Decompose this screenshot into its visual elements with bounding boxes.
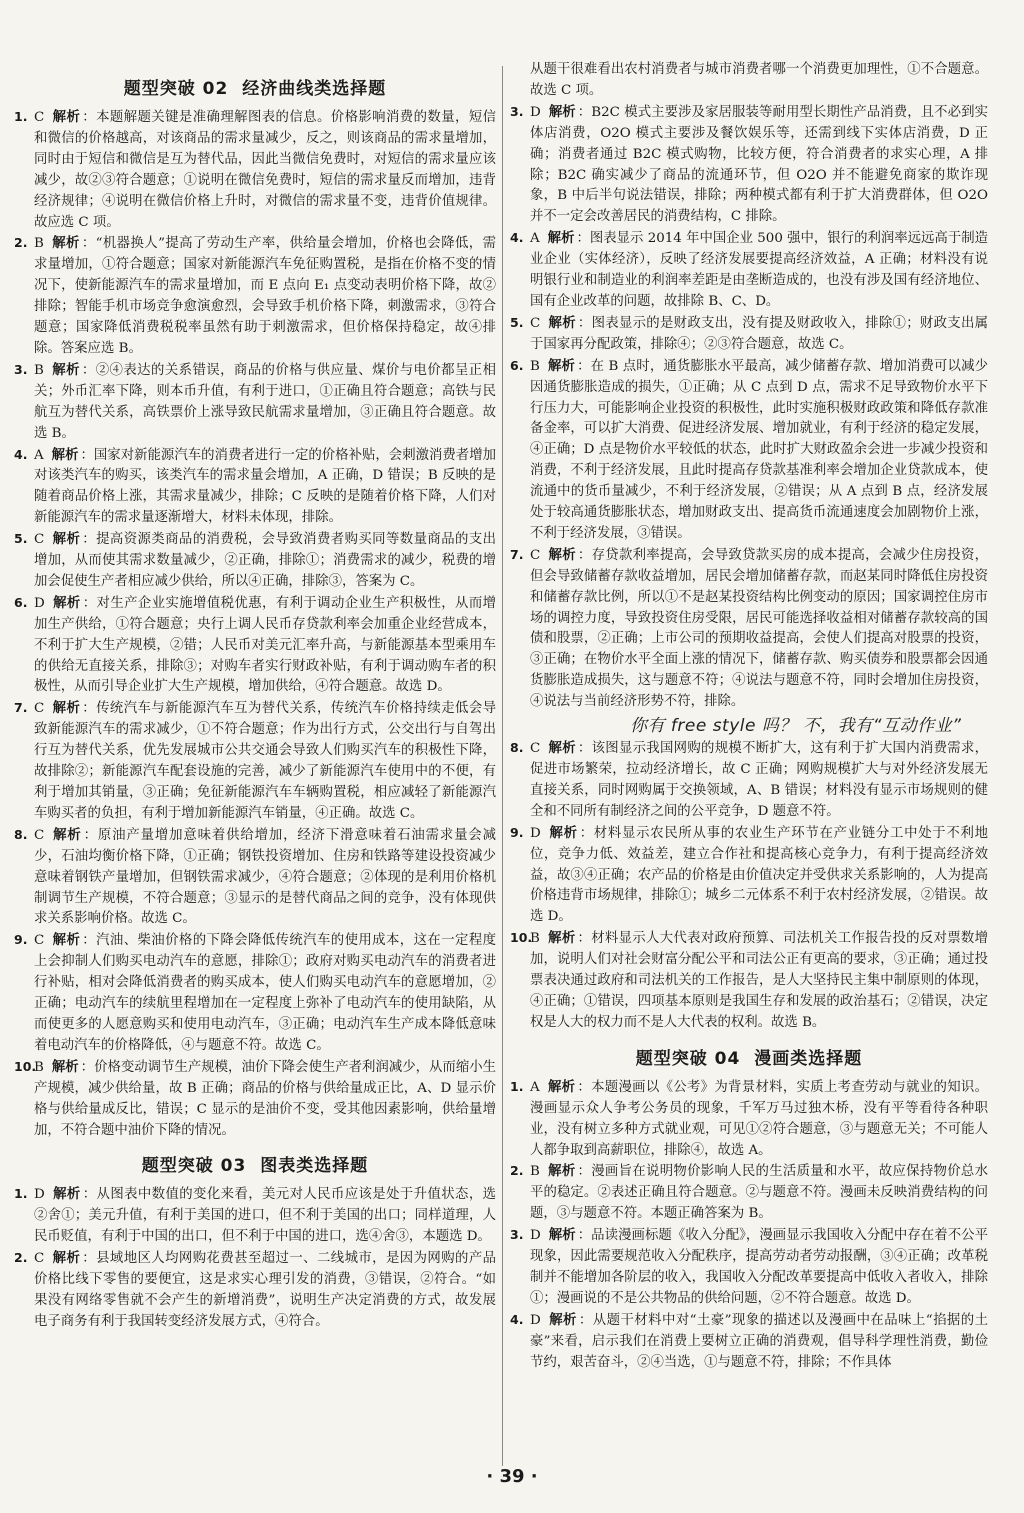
column-divider bbox=[502, 66, 503, 1466]
answer-item: 4. D 解析 ：从题干材料中对“土豪”现象的描述以及漫画中在品味上“掐据的土豪”来看，启示我们在消费上要树立正确的消费观，倡导科学理性消费，勤俭节约，艰苦奋斗，②④当选，①与题意不符，排除；不作具体 bbox=[510, 1311, 989, 1370]
answer-letter: B bbox=[530, 931, 540, 947]
item-number: 2. bbox=[14, 1250, 28, 1266]
answer-letter: C bbox=[34, 110, 45, 125]
item-number: 8. bbox=[14, 826, 28, 842]
analysis-label: 解析 bbox=[548, 740, 576, 757]
answer-letter: B bbox=[34, 1059, 44, 1075]
analysis-label: 解析 bbox=[52, 826, 82, 843]
answer-letter: D bbox=[530, 1228, 541, 1244]
answer-item: 2. C 解析 ：县域地区人均网购花费甚至超过一、二线城市，是因为网购的产品价格比线下零售的要便宜，这是求实心理引发的消费，③错误，②符合。“如果没有网络零售就不会产生的新增消费”，说明生产决定消费的方式，故发展电子商务有利于我国转变经济发展方式，④符合。 bbox=[14, 1250, 497, 1329]
item-number: 3. bbox=[510, 103, 524, 119]
analysis-text: 县域地区人均网购花费甚至超过一、二线城市，是因为网购的产品价格比线下零售的要便宜，这是求实心理引发的消费，③错误，②符合。“如果没有网络零售就不会产生的新增消费”，说明生产决定消费的方式，故发展电子商务有利于我国转变经济发展方式，④符合。 bbox=[34, 1251, 497, 1329]
section-title-03: 题型突破 03 图表类选择题 bbox=[141, 1156, 369, 1177]
analysis-text: 价格变动调节生产规模，油价下降会使生产者利润减少，从而缩小生产规模，减少供给量，故 B 正确；商品的价格与供给量成正比，A、D 显示价格与供给量成反比，错误；C 显示的是油价不变，受其他因素影响，供给量增加，不符合题中油价下降的情况。 bbox=[34, 1059, 497, 1138]
answer-item: 7. C 解析 ：传统汽车与新能源汽车互为替代关系，传统汽车价格持续走低会导致新能源汽车的需求减少，①不符合题意；作为出行方式，公交出行与自驾出行互为替代关系，优先发展城市公共交通会导致人们购买汽车的积极性下降，故排除②；新能源汽车配套设施的完善，减少了新能源汽车使用中的不便，有利于增加其销量，③正确；免征新能源汽车车辆购置税，相应减轻了新能源汽车购买者的负担，有利于增加新能源汽车销量，④正确。故选 C。 bbox=[14, 700, 497, 821]
analysis-text: 本题漫画以《公考》为背景材料，实质上考查劳动与就业的知识。漫画显示众人争考公务员的现象，千军万马过独木桥，没有平等看待各种职业，没有树立多种方式就业观，可见①②符合题意，③与题意无关；不可能人人都争取到高薪职位，排除④，故选 A。 bbox=[530, 1079, 989, 1158]
answer-item: 8. C 解析 ：该图显示我国网购的规模不断扩大，这有利于扩大国内消费需求，促进市场繁荣，拉动经济增长，故 C 正确；网购规模扩大与对外经济发展无直接关系，同时网购属于交换领域，A、B 错误；材料没有显示市场规则的健全和不同所有制经济之间的公平竞争，D 题意不符。 bbox=[510, 740, 989, 819]
section-03-answers-right bbox=[510, 102, 988, 713]
answer-item: 3. D 解析 ：B2C 模式主要涉及家居服装等耐用型长期性产品消费，且不必到实体店消费，O2O 模式主要涉及餐饮娱乐等，还需到线下实体店消费，D 正确；消费者通过 B2C 模式购物，比较方便，符合消费者的求实心理，A 排除；B2C 确实减少了商品的流通环节，但 O2O 并不能避免商家的欺诈现象，B 中后半句说法错误，排除；两种模式都有利于扩大消费群体，但 O2O 并不一定会改善居民的消费结构，C 排除。 bbox=[510, 103, 989, 225]
analysis-text: 材料显示农民所从事的农业生产环节在产业链分工中处于不利地位，竞争力低、效益差，建立合作社和提高核心竞争力，有利于提高经济效益，故③④正确；农产品的价格是由价值决定并受供求关系影响的，人为提高价格违背市场规律，排除①；城乡二元体系不利于农村经济发展，②错误。故选 D。 bbox=[530, 825, 989, 925]
answer-letter: C bbox=[530, 315, 541, 331]
analysis-text: 从图表中数值的变化来看，美元对人民币应该是处于升值状态，选②舍①；美元升值，有利于美国的进口，但不利于美国的出口；同样道理，人民币贬值，有利于中国的出口，但不利于中国的进口，选④舍③，本题选 D。 bbox=[34, 1187, 497, 1245]
analysis-text: 国家对新能源汽车的消费者进行一定的价格补贴，会刺激消费者增加对该类汽车的购买，该类汽车的需求量会增加，A 正确，D 错误；B 反映的是随着商品价格上涨，其需求量减少，排除；C 反映的是随着价格下降，人们对新能源汽车的需求量逐渐增大，材料未体现，排除。 bbox=[34, 447, 497, 526]
analysis-text: 传统汽车与新能源汽车互为替代关系，传统汽车价格持续走低会导致新能源汽车的需求减少，①不符合题意；作为出行方式，公交出行与自驾出行互为替代关系，优先发展城市公共交通会导致人们购买汽车的积极性下降，故排除②；新能源汽车配套设施的完善，减少了新能源汽车使用中的不便，有利于增加其销量，③正确；免征新能源汽车车辆购置税，相应减轻了新能源汽车购买者的负担，有利于增加新能源汽车销量，④正确。故选 C。 bbox=[34, 701, 497, 821]
answer-item: 4. A 解析 ：图表显示 2014 年中国企业 500 强中，银行的利润率远远高于制造业企业（实体经济），反映了经济发展要提高经济效益，A 正确；材料没有说明银行业和制造业的利润率差距是由垄断造成的，也没有涉及国有经济地位、国有企业改革的问题，故排除 B、C、D。 bbox=[510, 230, 989, 309]
answer-item: 7. C 解析 ：存贷款利率提高，会导致贷款买房的成本提高，会减少住房投资，但会导致储蓄存款收益增加，居民会增加储蓄存款，而赵某同时降低住房投资和储蓄存款比例，所以①不是赵某投资结构比例变动的原因；国家调控住房市场的调控力度，导致投资住房受限，居民可能选择收益相对储蓄存款较高的国债和股票，②正确；上市公司的预期收益提高，会使人们提高对股票的投资，③正确；在物价水平全面上涨的情况下，储蓄存款、购买债券和股票都会因通货膨胀造成损失，这与题意不符；④说法与题意不符，同时会增加住房投资，④说法与当前经济形势不符，排除。 bbox=[510, 546, 989, 710]
answer-letter: C bbox=[34, 701, 45, 717]
answer-letter: C bbox=[530, 547, 541, 563]
analysis-label: 解析 bbox=[547, 230, 575, 247]
answer-item: 2. B 解析 ：“机器换人”提高了劳动生产率，供给量会增加，价格也会降低，需求量增加，①符合题意；国家对新能源汽车免征购置税，是指在价格不变的情况下，使新能源汽车的需求量增加，而 E 点向 E₁ 点变动表明价格下降，故②排除；智能手机市场竞争愈演愈烈，会导致手机价格下降，刺激需求，③符合题意；国家降低消费税税率虽然有助于刺激需求，但价格保持稳定，故④排除。答案应选 B。 bbox=[14, 235, 496, 356]
analysis-label: 解析 bbox=[51, 361, 80, 378]
answer-letter: B bbox=[530, 1164, 540, 1180]
analysis-text: 该图显示我国网购的规模不断扩大，这有利于扩大国内消费需求，促进市场繁荣，拉动经济增长，故 C 正确；网购规模扩大与对外经济发展无直接关系，同时网购属于交换领域，A、B 错误；材料没有显示市场规则的健全和不同所有制经济之间的公平竞争，D 题意不符。 bbox=[530, 741, 989, 819]
item-number: 1. bbox=[510, 1078, 524, 1094]
answer-letter: A bbox=[34, 447, 44, 463]
analysis-text: ②④表达的关系错误，商品的价格与供应量、煤价与电价都呈正相关；外币汇率下降，则本币升值，有利于进口，①正确且符合题意；高铁与民航互为替代关系，高铁票价上涨导致民航需求量增加，③正确且符合题意。故选 B。 bbox=[34, 362, 497, 441]
item-number: 6. bbox=[510, 357, 524, 373]
section-04-answers bbox=[510, 1077, 988, 1374]
analysis-label: 解析 bbox=[52, 531, 81, 548]
item-number: 4. bbox=[510, 1311, 524, 1327]
analysis-text: 提高资源类商品的消费税，会导致消费者购买同等数量商品的支出增加，从而使其需求数量减少，②正确，排除①；消费需求的减少，税费的增加会促使生产者相应减少供给，所以④正确，排除③，答案为 C。 bbox=[34, 532, 497, 589]
analysis-text: B2C 模式主要涉及家居服装等耐用型长期性产品消费，且不必到实体店消费，O2O 模式主要涉及餐饮娱乐等，还需到线下实体店消费，D 正确；消费者通过 B2C 模式购物，比较方便，符合消费者的求实心理，A 排除；B2C 确实减少了商品的流通环节，但 O2O 并不能避免商家的欺诈现象，B 中后半句说法错误，排除；两种模式都有利于扩大消费群体，但 O2O 并不一定会改善居民的消费结构，C 排除。 bbox=[530, 104, 989, 225]
analysis-text: 品读漫画标题《收入分配》，漫画显示我国收入分配中存在着不公平现象，因此需要规范收入分配秩序，提高劳动者劳动报酬，③④正确；改革税制并不能增加各阶层的收入，我国收入分配改革要提高中低收入者收入，排除①；漫画说的不是公共物品的供给问题，②不符合题意。故选 D。 bbox=[530, 1228, 988, 1306]
answer-item: 5. C 解析 ：图表显示的是财政支出，没有提及财政收入，排除①；财政支出属于国家再分配政策，排除④；②③符合题意，故选 C。 bbox=[510, 314, 989, 352]
answer-item: 8. C 解析 ：原油产量增加意味着供给增加，经济下滑意味着石油需求量会减少，石油均衡价格下降，①正确；钢铁投资增加、住房和铁路等建设投资减少意味着钢铁产量增加，但钢铁需求减少，④符合题意；②体现的是利用价格机制调节生产规模，不符合题意；③显示的是替代商品之间的竞争，没有体现供求关系影响价格。故选 C。 bbox=[14, 826, 496, 927]
answer-letter: C bbox=[34, 532, 45, 548]
analysis-label: 解析 bbox=[548, 1311, 577, 1328]
analysis-label: 解析 bbox=[548, 824, 578, 841]
item-number: 9. bbox=[510, 824, 524, 840]
handwritten-note: 你有 free style 吗？ 不，我有“互动作业” bbox=[630, 716, 962, 737]
continued-answer-text: 从题干很难看出农村消费者与城市消费者哪一个消费更加理性，①不合题意。故选 C 项。 bbox=[530, 62, 988, 98]
section-title-02: 题型突破 02 经济曲线类选择题 bbox=[123, 79, 387, 99]
item-number: 7. bbox=[510, 546, 524, 562]
page-number: · 39 · bbox=[486, 1466, 538, 1487]
item-number: 5. bbox=[510, 314, 524, 330]
answer-letter: D bbox=[530, 1312, 541, 1328]
analysis-label: 解析 bbox=[52, 109, 81, 125]
analysis-label: 解析 bbox=[51, 1058, 79, 1075]
answer-letter: C bbox=[34, 827, 45, 843]
analysis-label: 解析 bbox=[52, 700, 81, 717]
analysis-text: 本题解题关键是准确理解图表的信息。价格影响消费的数量，短信和微信的价格越高，对该商品的需求量减少，反之，则该商品的需求量增加，同时由于短信和微信是互为替代品，因此当微信免费时，对短信的需求量应该减少，故②③符合题意；①说明在微信免费时，短信的需求量反而增加，违背经济规律；④说明在微信价格上升时，对微信的需求量不变，违背价值规律。故应选 C 项。 bbox=[34, 110, 497, 230]
answer-item: 1. D 解析 ：从图表中数值的变化来看，美元对人民币应该是处于升值状态，选②舍①；美元升值，有利于美国的进口，但不利于美国的出口；同样道理，人民币贬值，有利于中国的出口，但不利于中国的进口，选④舍③，本题选 D。 bbox=[14, 1186, 497, 1245]
analysis-text: 汽油、柴油价格的下降会降低传统汽车的使用成本，这在一定程度上会抑制人们购买电动汽车的意愿，排除①；政府对购买电动汽车的消费者进行补贴，相对会降低消费者的购买成本，使人们购买电动汽车的意愿增加，②正确；电动汽车的续航里程增加在一定程度上弥补了电动汽车的使用缺陷，从而使更多的人愿意购买和使用电动汽车，③正确；电动汽车生产成本降低意味着电动汽车的价格降低，④与题意不符。故选 C。 bbox=[34, 933, 497, 1053]
answer-item: 1. C 解析 ：本题解题关键是准确理解图表的信息。价格影响消费的数量，短信和微信的价格越高，对该商品的需求量减少，反之，则该商品的需求量增加，同时由于短信和微信是互为替代品，因此当微信免费时，对短信的需求量应该减少，故②③符合题意；①说明在微信免费时，短信的需求量反而增加，违背经济规律；④说明在微信价格上升时，对微信的需求量不变，违背价值规律。故应选 C 项。 bbox=[14, 109, 497, 230]
analysis-text: 存贷款利率提高，会导致贷款买房的成本提高，会减少住房投资，但会导致储蓄存款收益增加，居民会增加储蓄存款，而赵某同时降低住房投资和储蓄存款比例，所以①不是赵某投资结构比例变动的原因；国家调控住房市场的调控力度，导致投资住房受限，居民可能选择收益相对储蓄存款较高的国债和股票，②正确；上市公司的预期收益提高，会使人们提高对股票的投资，③正确；在物价水平全面上涨的情况下，储蓄存款、购买债券和股票都会因通货膨胀造成损失，这与题意不符；④说法与题意不符，同时会增加住房投资，④说法与当前经济形势不符，排除。 bbox=[530, 547, 989, 710]
analysis-text: 漫画旨在说明物价影响人民的生活质量和水平，故应保持物价总水平的稳定。②表述正确且符合题意。②与题意不符。漫画未反映消费结构的问题，③与题意不符。本题正确答案为 B。 bbox=[530, 1164, 989, 1222]
analysis-text: 材料显示人大代表对政府预算、司法机关工作报告投的反对票数增加，说明人们对社会财富分配公平和司法公正有更高的要求，③正确；通过投票表决通过政府和司法机关的工作报告，是人大坚持民主集中制原则的体现，④正确；①错误，四项基本原则是我国生存和发展的政治基石；②错误，决定权是人大的权力而不是人大代表的权利。故选 B。 bbox=[530, 931, 989, 1030]
answer-letter: C bbox=[34, 933, 45, 949]
item-number: 3. bbox=[14, 361, 28, 377]
answer-letter: D bbox=[34, 1187, 45, 1203]
analysis-label: 解析 bbox=[547, 1078, 576, 1095]
answer-letter: B bbox=[34, 236, 44, 252]
answer-item: 3. B 解析 ：②④表达的关系错误，商品的价格与供应量、煤价与电价都呈正相关；外币汇率下降，则本币升值，有利于进口，①正确且符合题意；高铁与民航互为替代关系，高铁票价上涨导致民航需求量增加，③正确且符合题意。故选 B。 bbox=[14, 361, 497, 441]
answer-letter: D bbox=[34, 595, 45, 611]
answer-letter: C bbox=[530, 741, 541, 757]
answer-item: 3. D 解析 ：品读漫画标题《收入分配》，漫画显示我国收入分配中存在着不公平现象，因此需要规范收入分配秩序，提高劳动者劳动报酬，③④正确；改革税制并不能增加各阶层的收入，我国收入分配改革要提高中低收入者收入，排除①；漫画说的不是公共物品的供给问题，②不符合题意。故选 D。 bbox=[510, 1227, 988, 1306]
analysis-text: 对生产企业实施增值税优惠，有利于调动企业生产积极性，从而增加生产供给，①符合题意；央行上调人民币存贷款利率会加重企业经营成本，不利于扩大生产规模，②错；人民币对美元汇率升高，与新能源基本型乘用车的供给无直接关系，排除③；对购车者实行财政补贴，有利于调动购车者的积极性，从而引导企业扩大生产规模，增加供给，④符合题意。故选 D。 bbox=[34, 595, 497, 695]
analysis-text: 原油产量增加意味着供给增加，经济下滑意味着石油需求量会减少，石油均衡价格下降，①正确；钢铁投资增加、住房和铁路等建设投资减少意味着钢铁产量增加，但钢铁需求减少，④符合题意；②体现的是利用价格机制调节生产规模，不符合题意；③显示的是替代商品之间的竞争，没有体现供求关系影响价格。故选 C。 bbox=[34, 827, 496, 927]
answer-item: 9. D 解析 ：材料显示农民所从事的农业生产环节在产业链分工中处于不利地位，竞争力低、效益差，建立合作社和提高核心竞争力，有利于提高经济效益，故③④正确；农产品的价格是由价值决定并受供求关系影响的，人为提高价格违背市场规律，排除①；城乡二元体系不利于农村经济发展，②错误。故选 D。 bbox=[510, 824, 989, 925]
analysis-text: 图表显示的是财政支出，没有提及财政收入，排除①；财政支出属于国家再分配政策，排除④；②③符合题意，故选 C。 bbox=[530, 315, 989, 352]
analysis-label: 解析 bbox=[548, 103, 576, 120]
answer-item: 9. C 解析 ：汽油、柴油价格的下降会降低传统汽车的使用成本，这在一定程度上会抑制人们购买电动汽车的意愿，排除①；政府对购买电动汽车的消费者进行补贴，相对会降低消费者的购买成本，使人们购买电动汽车的意愿增加，②正确；电动汽车的续航里程增加在一定程度上弥补了电动汽车的使用缺陷，从而使更多的人愿意购买和使用电动汽车，③正确；电动汽车生产成本降低意味着电动汽车的价格降低，④与题意不符。故选 C。 bbox=[14, 932, 497, 1053]
item-number: 5. bbox=[14, 531, 28, 547]
analysis-label: 解析 bbox=[547, 357, 576, 374]
analysis-label: 解析 bbox=[51, 446, 79, 463]
answer-letter: C bbox=[34, 1251, 45, 1267]
analysis-label: 解析 bbox=[52, 1250, 81, 1267]
answer-letter: A bbox=[530, 231, 540, 247]
answer-item: 1. A 解析 ：本题漫画以《公考》为背景材料，实质上考查劳动与就业的知识。漫画显示众人争考公务员的现象，千军万马过独木桥，没有平等看待各种职业，没有树立多种方式就业观，可见①②符合题意，③与题意无关；不可能人人都争取到高薪职位，排除④，故选 A。 bbox=[510, 1078, 989, 1158]
item-number: 1. bbox=[14, 1186, 28, 1202]
answer-letter: D bbox=[530, 104, 541, 120]
item-number: 10. bbox=[510, 930, 533, 946]
answer-item: 10.B 解析 ：材料显示人大代表对政府预算、司法机关工作报告投的反对票数增加，说明人们对社会财富分配公平和司法公正有更高的要求，③正确；通过投票表决通过政府和司法机关的工作报告，是人大坚持民主集中制原则的体现，④正确；①错误，四项基本原则是我国生存和发展的政治基石；②错误，决定权是人大的权力而不是人大代表的权利。故选 B。 bbox=[510, 930, 989, 1030]
item-number: 9. bbox=[14, 932, 28, 948]
answer-item: 6. D 解析 ：对生产企业实施增值税优惠，有利于调动企业生产积极性，从而增加生产供给，①符合题意；央行上调人民币存贷款利率会加重企业经营成本，不利于扩大生产规模，②错；人民币对美元汇率升高，与新能源基本型乘用车的供给无直接关系，排除③；对购车者实行财政补贴，有利于调动购车者的积极性，从而引导企业扩大生产规模，增加供给，④符合题意。故选 D。 bbox=[14, 594, 497, 695]
answer-item: 4. A 解析 ：国家对新能源汽车的消费者进行一定的价格补贴，会刺激消费者增加对该类汽车的购买，该类汽车的需求量会增加，A 正确，D 错误；B 反映的是随着商品价格上涨，其需求量减少，排除；C 反映的是随着价格下降，人们对新能源汽车的需求量逐渐增大，材料未体现，排除。 bbox=[14, 446, 497, 526]
analysis-label: 解析 bbox=[548, 546, 576, 563]
analysis-label: 解析 bbox=[52, 594, 81, 611]
answer-item: 5. C 解析 ：提高资源类商品的消费税，会导致消费者购买同等数量商品的支出增加，从而使其需求数量减少，②正确，排除①；消费需求的减少，税费的增加会促使生产者相应减少供给，所以④正确，排除③，答案为 C。 bbox=[14, 531, 497, 589]
analysis-text: 在 B 点时，通货膨胀水平最高，减少储蓄存款、增加消费可以减少因通货膨胀造成的损失，①正确；从 C 点到 D 点，需求不足导致物价水平下行压力大，可能影响企业投资的积极性，此时实施积极财政政策和降低存款准备金率，可以扩大消费、促进经济发展、增加就业，有利于经济的稳定发展，④正确；D 点是物价水平较低的状态，此时扩大财政盈余会进一步减少投资和消费，不利于经济发展，且此时提高存贷款基准利率会增加企业贷款成本，使流通中的货币量减少，不利于经济发展，②错误；从 A 点到 B 点，经济发展处于较高通货膨胀状态，增加财政支出、提高货币流通速度会加剧物价上涨，不利于经济发展，③错误。 bbox=[530, 358, 989, 541]
section-03-answers-left bbox=[14, 1184, 496, 1332]
section-03-answers-right-b bbox=[510, 738, 988, 1034]
answer-letter: D bbox=[530, 825, 541, 841]
answer-letter: A bbox=[530, 1079, 540, 1095]
answer-item: 2. B 解析 ：漫画旨在说明物价影响人民的生活质量和水平，故应保持物价总水平的稳定。②表述正确且符合题意。②与题意不符。漫画未反映消费结构的问题，③与题意不符。本题正确答案为 B。 bbox=[510, 1163, 989, 1222]
analysis-label: 解析 bbox=[547, 1163, 576, 1180]
item-number: 8. bbox=[510, 740, 524, 756]
item-number: 4. bbox=[14, 446, 28, 462]
item-number: 2. bbox=[14, 235, 28, 251]
answer-letter: B bbox=[34, 362, 44, 378]
right-column bbox=[510, 60, 988, 1373]
section-title-04: 题型突破 04 漫画类选择题 bbox=[635, 1048, 863, 1069]
item-number: 6. bbox=[14, 594, 28, 610]
answer-item: 10.B 解析 ：价格变动调节生产规模，油价下降会使生产者利润减少，从而缩小生产规模，减少供给量，故 B 正确；商品的价格与供给量成正比，A、D 显示价格与供给量成反比，错误；C 显示的是油价不变，受其他因素影响，供给量增加，不符合题中油价下降的情况。 bbox=[14, 1058, 497, 1138]
analysis-label: 解析 bbox=[51, 235, 80, 252]
analysis-label: 解析 bbox=[52, 1186, 81, 1203]
item-number: 1. bbox=[14, 109, 28, 124]
item-number: 4. bbox=[510, 230, 524, 246]
item-number: 2. bbox=[510, 1163, 524, 1179]
analysis-text: 图表显示 2014 年中国企业 500 强中，银行的利润率远远高于制造业企业（实体经济），反映了经济发展要提高经济效益，A 正确；材料没有说明银行业和制造业的利润率差距是由垄断造成的，也没有涉及国有经济地位、国有企业改革的问题，故排除 B、C、D。 bbox=[530, 231, 989, 309]
answer-item: 6. B 解析 ：在 B 点时，通货膨胀水平最高，减少储蓄存款、增加消费可以减少因通货膨胀造成的损失，①正确；从 C 点到 D 点，需求不足导致物价水平下行压力大，可能影响企业投资的积极性，此时实施积极财政政策和降低存款准备金率，可以扩大消费、促进经济发展、增加就业，有利于经济的稳定发展，④正确；D 点是物价水平较低的状态，此时扩大财政盈余会进一步减少投资和消费，不利于经济发展，且此时提高存贷款基准利率会增加企业贷款成本，使流通中的货币量减少，不利于经济发展，②错误；从 A 点到 B 点，经济发展处于较高通货膨胀状态，增加财政支出、提高货币流通速度会加剧物价上涨，不利于经济发展，③错误。 bbox=[510, 357, 989, 541]
analysis-label: 解析 bbox=[548, 1227, 576, 1244]
item-number: 7. bbox=[14, 700, 28, 716]
analysis-label: 解析 bbox=[52, 932, 81, 949]
section-02-answers bbox=[14, 107, 496, 1141]
item-number: 3. bbox=[510, 1227, 524, 1243]
analysis-label: 解析 bbox=[548, 314, 576, 331]
analysis-text: “机器换人”提高了劳动生产率，供给量会增加，价格也会降低，需求量增加，①符合题意；国家对新能源汽车免征购置税，是指在价格不变的情况下，使新能源汽车的需求量增加，而 E 点向 E₁ 点变动表明价格下降，故②排除；智能手机市场竞争愈演愈烈，会导致手机价格下降，刺激需求，③符合题意；国家降低消费税税率虽然有助于刺激需求，但价格保持稳定，故④排除。答案应选 B。 bbox=[34, 236, 496, 356]
item-number: 10. bbox=[14, 1058, 37, 1074]
analysis-label: 解析 bbox=[547, 930, 576, 947]
analysis-text: 从题干材料中对“土豪”现象的描述以及漫画中在品味上“掐据的土豪”来看，启示我们在消费上要树立正确的消费观，倡导科学理性消费，勤俭节约，艰苦奋斗，②④当选，①与题意不符，排除；不作具体 bbox=[530, 1312, 989, 1370]
left-column bbox=[14, 62, 496, 1333]
answer-letter: B bbox=[530, 358, 540, 374]
